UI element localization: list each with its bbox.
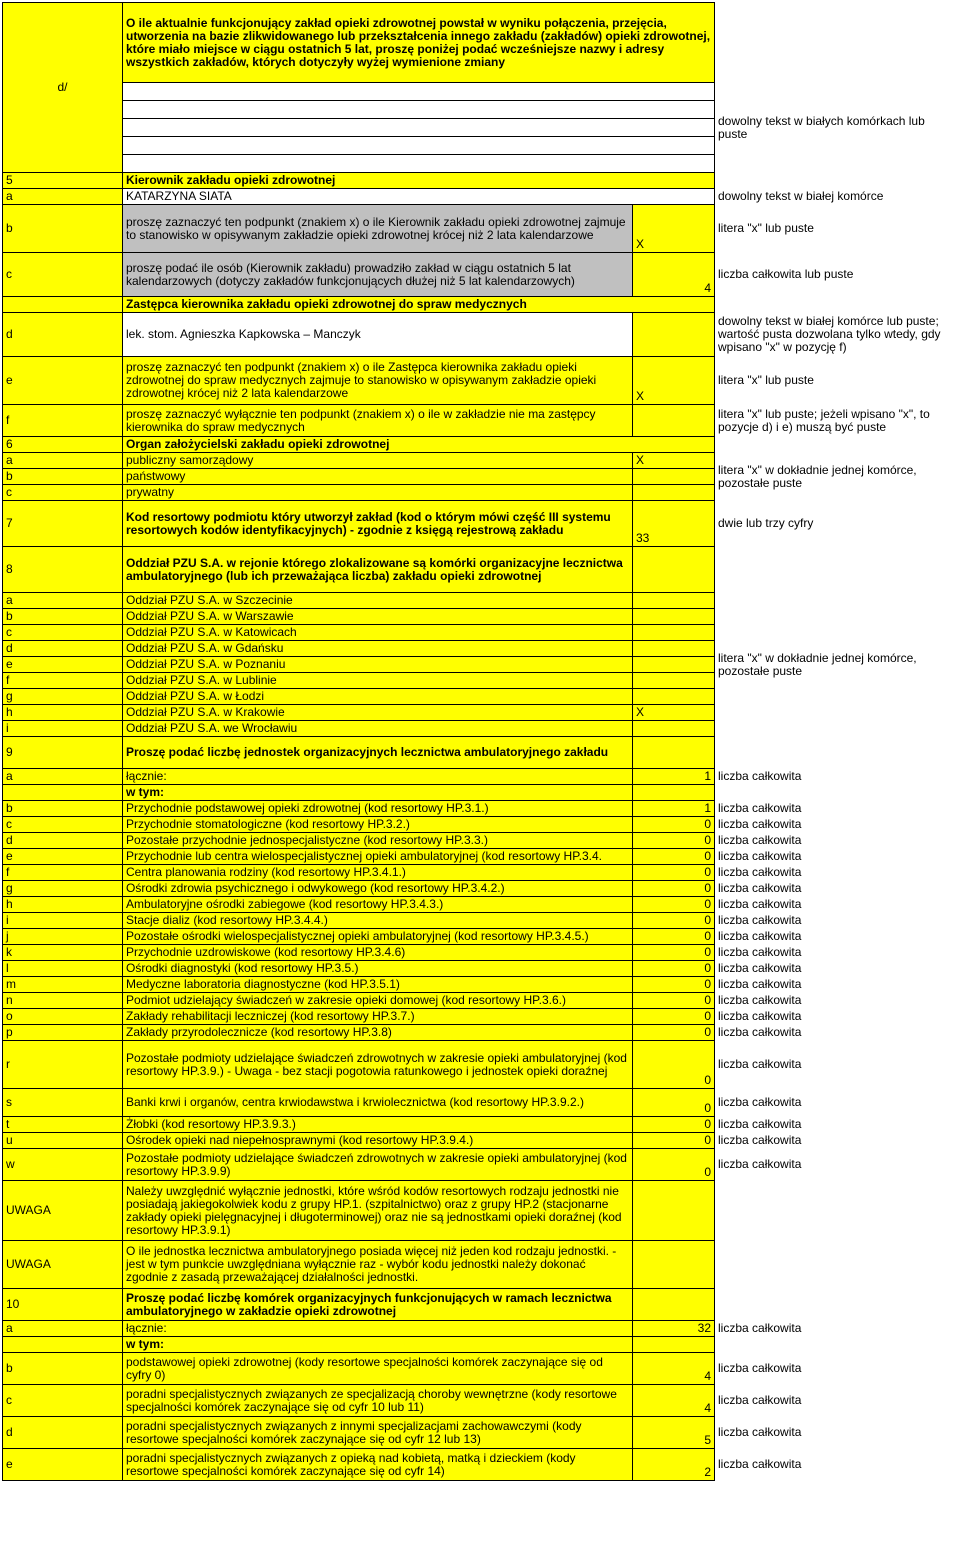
unit-type-text: Pozostałe przychodnie jednospecjalistyczne (kod resortowy HP.3.3.) — [123, 833, 633, 849]
unit-type-text: Zakłady rehabilitacji leczniczej (kod resortowy HP.3.7.) — [123, 1009, 633, 1025]
row-label: h — [3, 897, 123, 913]
hint: liczba całkowita — [715, 865, 959, 881]
hint: litera "x" w dokładnie jednej komórce, pozostałe puste — [715, 453, 959, 501]
option-field[interactable]: X — [633, 453, 715, 469]
deputy-name-field[interactable]: lek. stom. Agnieszka Kapkowska – Manczyk — [123, 313, 633, 357]
unit-count-field[interactable]: 0 — [633, 977, 715, 993]
section5-title: Kierownik zakładu opieki zdrowotnej — [123, 173, 715, 189]
row-label: c — [3, 625, 123, 641]
unit-type-text: Medyczne laboratoria diagnostyczne (kod HP.3.5.1) — [123, 977, 633, 993]
unit-type-text: Zakłady przyrodolecznicze (kod resortowy HP.3.8) — [123, 1025, 633, 1041]
hint: liczba całkowita — [715, 1353, 959, 1385]
row-label: b — [3, 609, 123, 625]
hint: liczba całkowita — [715, 929, 959, 945]
hint: dowolny tekst w białej komórce — [715, 189, 959, 205]
managers-count-field[interactable]: 4 — [633, 253, 715, 297]
option-text: prywatny — [123, 485, 633, 501]
unit-type-text: Pozostałe podmioty udzielające świadczeń zdrowotnych w zakresie opieki ambulatoryjnej (kod resortowy HP.3.9.9) — [123, 1149, 633, 1181]
question-text: proszę podać ile osób (Kierownik zakładu) prowadziło zakład w ciągu ostatnich 5 lat kalendarzowych (dotyczy zakładów funkcjonujących dłużej niż 5 lat kalendarzowych) — [123, 253, 633, 297]
unit-count-field[interactable]: 0 — [633, 865, 715, 881]
option-field[interactable] — [633, 657, 715, 673]
unit-count-field[interactable]: 0 — [633, 897, 715, 913]
unit-count-field[interactable]: 0 — [633, 833, 715, 849]
unit-count-field[interactable]: 0 — [633, 1117, 715, 1133]
unit-count-field[interactable]: 0 — [633, 945, 715, 961]
hint: liczba całkowita — [715, 881, 959, 897]
row-label: i — [3, 913, 123, 929]
hint: liczba całkowita — [715, 1321, 959, 1337]
row-label: e — [3, 849, 123, 865]
option-text: Oddział PZU S.A. w Katowicach — [123, 625, 633, 641]
row-label: e — [3, 357, 123, 405]
row-label: b — [3, 1353, 123, 1385]
unit-count-field[interactable]: 0 — [633, 817, 715, 833]
hint: litera "x" lub puste — [715, 205, 959, 253]
no-deputy-field[interactable] — [633, 405, 715, 437]
hint: litera "x" lub puste; jeżeli wpisano "x", to pozycje d) i e) muszą być puste — [715, 405, 959, 437]
hint: liczba całkowita — [715, 977, 959, 993]
option-text: Oddział PZU S.A. w Poznaniu — [123, 657, 633, 673]
section9-title: Proszę podać liczbę jednostek organizacyjnych lecznictwa ambulatoryjnego zakładu — [123, 737, 633, 769]
option-field[interactable] — [633, 641, 715, 657]
total-text: łącznie: — [123, 769, 633, 785]
unit-type-text: Ośrodki zdrowia psychicznego i odwykowego (kod resortowy HP.3.4.2.) — [123, 881, 633, 897]
unit-type-text: Stacje dializ (kod resortowy HP.3.4.4.) — [123, 913, 633, 929]
row-label: f — [3, 405, 123, 437]
row-label: m — [3, 977, 123, 993]
option-text: Oddział PZU S.A. w Warszawie — [123, 609, 633, 625]
row-label: b — [3, 205, 123, 253]
option-text: państwowy — [123, 469, 633, 485]
units-total-field[interactable]: 1 — [633, 769, 715, 785]
option-text: Oddział PZU S.A. w Szczecinie — [123, 593, 633, 609]
unit-count-field[interactable]: 0 — [633, 1133, 715, 1149]
unit-type-text: Pozostałe ośrodki wielospecjalistycznej opieki ambulatoryjnej (kod resortowy HP.3.4.5.) — [123, 929, 633, 945]
row-label: k — [3, 945, 123, 961]
option-text: Oddział PZU S.A. w Krakowie — [123, 705, 633, 721]
section6-title: Organ założycielski zakładu opieki zdrowotnej — [123, 437, 715, 453]
hint: liczba całkowita — [715, 849, 959, 865]
unit-count-field[interactable]: 0 — [633, 1009, 715, 1025]
wtym-label: w tym: — [123, 785, 633, 801]
row-label: a — [3, 453, 123, 469]
section7-num: 7 — [3, 501, 123, 547]
hint: liczba całkowita — [715, 1385, 959, 1417]
row-label: g — [3, 881, 123, 897]
note-text: Należy uwzględnić wyłącznie jednostki, które wśród kodów resortowych rodzaju jednostki nie posiadają jakiegokolwiek kodu z grupy HP.1. (szpitalnictwo) oraz z grupy HP.2 (stacjonarne zakłady opieki pielęgnacyjnej i długoterminowej) oraz nie są jednostkami opieki doraźnej (kod resortowy HP.3.9.1) — [123, 1181, 633, 1241]
option-field[interactable]: X — [633, 705, 715, 721]
row-label: s — [3, 1089, 123, 1117]
option-field[interactable] — [633, 469, 715, 485]
hint: liczba całkowita — [715, 1009, 959, 1025]
hint: dwie lub trzy cyfry — [715, 501, 959, 547]
former-name-field-4[interactable] — [123, 137, 715, 155]
hint: liczba całkowita — [715, 993, 959, 1009]
option-field[interactable] — [633, 673, 715, 689]
row-label: c — [3, 1385, 123, 1417]
note-label: UWAGA — [3, 1241, 123, 1289]
unit-type-text: Podmiot udzielający świadczeń w zakresie opieki domowej (kod resortowy HP.3.6.) — [123, 993, 633, 1009]
unit-count-field[interactable]: 0 — [633, 1089, 715, 1117]
unit-count-field[interactable]: 0 — [633, 849, 715, 865]
row-label: a — [3, 769, 123, 785]
row-label: u — [3, 1133, 123, 1149]
hint: liczba całkowita — [715, 801, 959, 817]
unit-count-field[interactable]: 1 — [633, 801, 715, 817]
option-text: Oddział PZU S.A. w Lublinie — [123, 673, 633, 689]
section9-num: 9 — [3, 737, 123, 769]
section7-title: Kod resortowy podmiotu który utworzył zakład (kod o którym mówi część III systemu resortowych kodów identyfikacyjnych) - zgodnie z księgą rejestrową zakładu — [123, 501, 633, 547]
cell-count-field[interactable]: 4 — [633, 1385, 715, 1417]
section-d-question: O ile aktualnie funkcjonujący zakład opieki zdrowotnej powstał w wyniku połączenia, przejęcia, utworzenia na bazie zlikwidowanego lub przekształcenia innego zakładu (zakładów) opieki zdrowotnej, które miało miejsce w ciągu ostatnich 5 lat, proszę poniżej podać wcześniejsze nazwy i adresy wszystkich zakładów, których dotyczyły wyżej wymienione zmiany — [123, 3, 715, 83]
row-label: w — [3, 1149, 123, 1181]
manager-short-tenure-field[interactable]: X — [633, 205, 715, 253]
row-label: i — [3, 721, 123, 737]
option-field[interactable] — [633, 593, 715, 609]
section6-num: 6 — [3, 437, 123, 453]
section-d-label: d/ — [3, 3, 123, 173]
unit-type-text: Pozostałe podmioty udzielające świadczeń zdrowotnych w zakresie opieki ambulatoryjnej (kod resortowy HP.3.9.) - Uwaga - bez stacji pogotowia ratunkowego i jednostek opieki doraźnej — [123, 1041, 633, 1089]
cell-type-text: poradni specjalistycznych związanych z opieką nad kobietą, matką i dzieckiem (kody resortowe specjalności komórek zaczynające się od cyfr 14) — [123, 1449, 633, 1481]
cell-type-text: poradni specjalistycznych związanych ze specjalizacją choroby wewnętrzne (kody resortowe specjalności komórek zaczynające się od cyfr 10 lub 11) — [123, 1385, 633, 1417]
row-label: j — [3, 929, 123, 945]
option-field[interactable] — [633, 625, 715, 641]
cells-total-field[interactable]: 32 — [633, 1321, 715, 1337]
row-label: f — [3, 865, 123, 881]
hint: liczba całkowita — [715, 1417, 959, 1449]
cell-type-text: poradni specjalistycznych związanych z innymi specjalizacjami zachowawczymi (kody resortowe specjalności komórek zaczynające się od cyfr 12 lub 13) — [123, 1417, 633, 1449]
row-label: d — [3, 313, 123, 357]
unit-type-text: Przychodnie uzdrowiskowe (kod resortowy HP.3.4.6) — [123, 945, 633, 961]
wtym-label: w tym: — [123, 1337, 633, 1353]
section10-num: 10 — [3, 1289, 123, 1321]
row-label: p — [3, 1025, 123, 1041]
row-label: r — [3, 1041, 123, 1089]
question-text: proszę zaznaczyć wyłącznie ten podpunkt (znakiem x) o ile w zakładzie nie ma zastępcy kierownika do spraw medycznych — [123, 405, 633, 437]
unit-type-text: Przychodnie lub centra wielospecjalistycznej opieki ambulatoryjnej (kod resortowy HP.3.4. — [123, 849, 633, 865]
unit-count-field[interactable]: 0 — [633, 961, 715, 977]
unit-type-text: Banki krwi i organów, centra krwiodawstwa i krwiolecznictwa (kod resortowy HP.3.9.2.) — [123, 1089, 633, 1117]
row-label: a — [3, 1321, 123, 1337]
cell-count-field[interactable]: 5 — [633, 1417, 715, 1449]
form-table — [2, 2, 959, 1481]
row-label: e — [3, 1449, 123, 1481]
row-label: d — [3, 833, 123, 849]
row-label: l — [3, 961, 123, 977]
section8-num: 8 — [3, 547, 123, 593]
note-label: UWAGA — [3, 1181, 123, 1241]
row-label: f — [3, 673, 123, 689]
question-text: proszę zaznaczyć ten podpunkt (znakiem x) o ile Zastępca kierownika zakładu opieki zdrowotnej do spraw medycznych zajmuje to stanowisko w opisywanym zakładzie opieki zdrowotnej krócej niż 2 lata kalendarzowe — [123, 357, 633, 405]
option-text: publiczny samorządowy — [123, 453, 633, 469]
option-text: Oddział PZU S.A. w Łodzi — [123, 689, 633, 705]
unit-count-field[interactable]: 0 — [633, 1041, 715, 1089]
hint: liczba całkowita lub puste — [715, 253, 959, 297]
option-text: Oddział PZU S.A. w Gdańsku — [123, 641, 633, 657]
hint: liczba całkowita — [715, 769, 959, 785]
row-label: d — [3, 641, 123, 657]
former-name-field-2[interactable] — [123, 101, 715, 119]
hint: liczba całkowita — [715, 897, 959, 913]
unit-count-field[interactable]: 0 — [633, 993, 715, 1009]
deputy-title: Zastępca kierownika zakładu opieki zdrowotnej do spraw medycznych — [123, 297, 715, 313]
option-field[interactable] — [633, 609, 715, 625]
row-label: a — [3, 189, 123, 205]
unit-count-field[interactable]: 0 — [633, 913, 715, 929]
unit-type-text: Ośrodki diagnostyki (kod resortowy HP.3.5.) — [123, 961, 633, 977]
former-name-field-3[interactable] — [123, 119, 715, 137]
unit-type-text: Żłobki (kod resortowy HP.3.9.3.) — [123, 1117, 633, 1133]
row-label: a — [3, 593, 123, 609]
hint: liczba całkowita — [715, 817, 959, 833]
row-label: t — [3, 1117, 123, 1133]
option-field[interactable] — [633, 721, 715, 737]
unit-type-text: Centra planowania rodziny (kod resortowy HP.3.4.1.) — [123, 865, 633, 881]
row-label: b — [3, 801, 123, 817]
former-name-field-1[interactable] — [123, 83, 715, 101]
hint: liczba całkowita — [715, 1041, 959, 1089]
former-name-field-5[interactable] — [123, 155, 715, 173]
section10-title: Proszę podać liczbę komórek organizacyjnych funkcjonujących w ramach lecznictwa ambulatoryjnego w zakładzie opieki zdrowotnej — [123, 1289, 633, 1321]
hint: dowolny tekst w białej komórce lub puste; wartość pusta dozwolana tylko wtedy, gdy wpisano "x" w pozycję f) — [715, 313, 959, 357]
manager-name-field[interactable]: KATARZYNA SIATA — [123, 189, 715, 205]
section5-num: 5 — [3, 173, 123, 189]
cell-type-text: podstawowej opieki zdrowotnej (kody resortowe specjalności komórek zaczynające się od cyfry 0) — [123, 1353, 633, 1385]
row-label: n — [3, 993, 123, 1009]
hint: litera "x" lub puste — [715, 357, 959, 405]
hint: liczba całkowita — [715, 833, 959, 849]
option-field[interactable] — [633, 485, 715, 501]
unit-type-text: Ośrodek opieki nad niepełnosprawnymi (kod resortowy HP.3.9.4.) — [123, 1133, 633, 1149]
resort-code-field[interactable]: 33 — [633, 501, 715, 547]
row-label: c — [3, 253, 123, 297]
row-label: o — [3, 1009, 123, 1025]
row-label: h — [3, 705, 123, 721]
hint: liczba całkowita — [715, 945, 959, 961]
hint: litera "x" w dokładnie jednej komórce, pozostałe puste — [715, 593, 959, 737]
unit-type-text: Przychodnie podstawowej opieki zdrowotnej (kod resortowy HP.3.1.) — [123, 801, 633, 817]
deputy-short-tenure-field[interactable]: X — [633, 357, 715, 405]
unit-count-field[interactable]: 0 — [633, 1149, 715, 1181]
option-field[interactable] — [633, 689, 715, 705]
option-text: Oddział PZU S.A. we Wrocławiu — [123, 721, 633, 737]
row-label: d — [3, 1417, 123, 1449]
hint: liczba całkowita — [715, 961, 959, 977]
unit-count-field[interactable]: 0 — [633, 881, 715, 897]
unit-type-text: Ambulatoryjne ośrodki zabiegowe (kod resortowy HP.3.4.3.) — [123, 897, 633, 913]
hint: liczba całkowita — [715, 1117, 959, 1133]
hint: liczba całkowita — [715, 1449, 959, 1481]
row-label: g — [3, 689, 123, 705]
hint: liczba całkowita — [715, 1149, 959, 1181]
hint: liczba całkowita — [715, 1025, 959, 1041]
unit-count-field[interactable]: 0 — [633, 929, 715, 945]
hint: liczba całkowita — [715, 1133, 959, 1149]
row-label: e — [3, 657, 123, 673]
note-text: O ile jednostka lecznictwa ambulatoryjnego posiada więcej niż jeden kod rodzaju jednostki. - jest w tym punkcie uwzględniana wyłącznie raz - wybór kodu jednostki należy dokonać zgodnie z zasadą przeważającej działalności jednostki. — [123, 1241, 633, 1289]
section8-title: Oddział PZU S.A. w rejonie którego zlokalizowane są komórki organizacyjne lecznictwa ambulatoryjnego (lub ich przeważająca liczba) zakładu opieki zdrowotnej — [123, 547, 633, 593]
cell-count-field[interactable]: 2 — [633, 1449, 715, 1481]
unit-count-field[interactable]: 0 — [633, 1025, 715, 1041]
unit-type-text: Przychodnie stomatologiczne (kod resortowy HP.3.2.) — [123, 817, 633, 833]
row-label: c — [3, 485, 123, 501]
section-d-hint: dowolny tekst w białych komórkach lub puste — [715, 101, 959, 155]
question-text: proszę zaznaczyć ten podpunkt (znakiem x) o ile Kierownik zakładu opieki zdrowotnej zajmuje to stanowisko w opisywanym zakładzie opieki zdrowotnej krócej niż 2 lata kalendarzowe — [123, 205, 633, 253]
cell-count-field[interactable]: 4 — [633, 1353, 715, 1385]
row-label: b — [3, 469, 123, 485]
hint: liczba całkowita — [715, 913, 959, 929]
total-text: łącznie: — [123, 1321, 633, 1337]
hint: liczba całkowita — [715, 1089, 959, 1117]
row-label: c — [3, 817, 123, 833]
